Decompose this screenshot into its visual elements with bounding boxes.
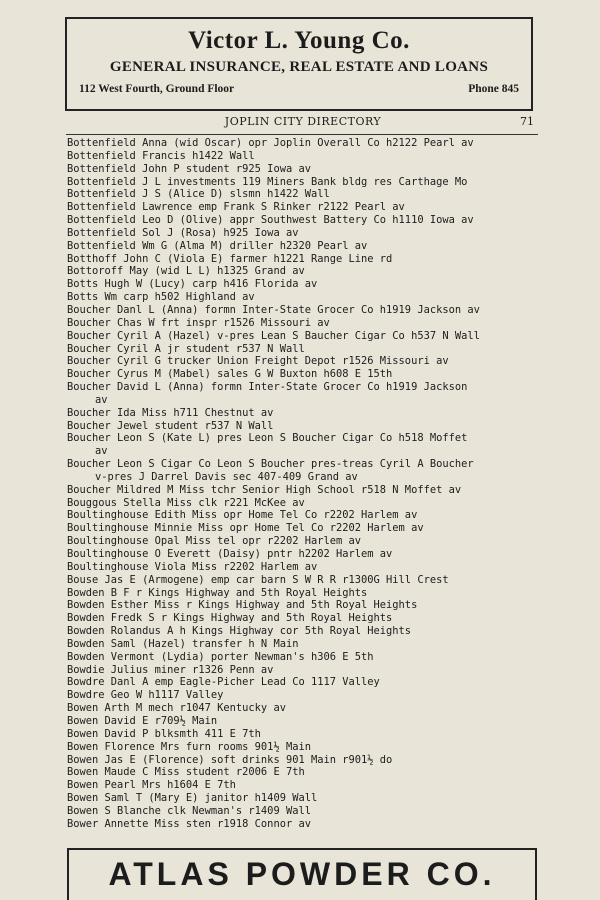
entry-text: Boucher Cyril A jr student r537 N Wall bbox=[67, 342, 305, 355]
directory-entry bbox=[67, 779, 537, 792]
entry-text: Bowen Maude C Miss student r2006 E 7th bbox=[67, 766, 305, 779]
entry-text: Boucher Cyril G trucker Union Freight Depot r1526 Missouri av bbox=[67, 355, 449, 368]
directory-entry bbox=[67, 291, 537, 304]
advertiser-address: 112 West Fourth, Ground Floor bbox=[79, 83, 235, 95]
directory-entry bbox=[67, 214, 537, 227]
directory-entry bbox=[67, 188, 537, 201]
entry-continuation: av bbox=[95, 445, 108, 458]
entry-continuation: av bbox=[95, 393, 108, 406]
entry-text: Bottenfield Francis h1422 Wall bbox=[67, 149, 255, 162]
entry-text: Boultinghouse Minnie Miss opr Home Tel Co r2202 Harlem av bbox=[67, 522, 424, 535]
directory-entry bbox=[67, 330, 537, 343]
directory-entry bbox=[67, 702, 537, 715]
entry-text: Boucher Cyril A (Hazel) v-pres Lean S Baucher Cigar Co h537 N Wall bbox=[67, 329, 480, 342]
entry-text: Boucher Cyrus M (Mabel) sales G W Buxton h608 E 15th bbox=[67, 368, 393, 381]
directory-entry bbox=[67, 484, 537, 497]
advertiser-name: Victor L. Young Co. bbox=[188, 27, 410, 54]
directory-entry bbox=[67, 420, 537, 433]
entry-text: Bowen David E r709½ Main bbox=[67, 714, 218, 727]
insurance-advertisement bbox=[65, 17, 533, 111]
directory-entry bbox=[67, 599, 537, 612]
entry-text: Boucher Leon S (Kate L) pres Leon S Boucher Cigar Co h518 Moffet bbox=[67, 432, 468, 445]
directory-entry bbox=[67, 265, 537, 278]
directory-entry bbox=[67, 728, 537, 741]
directory-entry bbox=[67, 150, 537, 163]
directory-entry bbox=[67, 304, 537, 317]
directory-entry bbox=[67, 509, 537, 522]
entry-text: Bottoroff May (wid L L) h1325 Grand av bbox=[67, 265, 305, 278]
entry-text: Bowen Saml T (Mary E) janitor h1409 Wall bbox=[67, 792, 318, 805]
directory-entry bbox=[67, 163, 537, 176]
entry-text: Bottenfield Lawrence emp Frank S Rinker r2122 Pearl av bbox=[67, 201, 405, 214]
entry-text: Bottenfield Sol J (Rosa) h925 Iowa av bbox=[67, 226, 299, 239]
advertiser-phone: Phone 845 bbox=[468, 83, 519, 95]
advertiser-name-bottom: ATLAS POWDER CO. bbox=[108, 856, 496, 892]
header-divider bbox=[66, 134, 538, 135]
entry-text: Botts Hugh W (Lucy) carp h416 Florida av bbox=[67, 278, 318, 291]
entry-text: Bowdre Geo W h1117 Valley bbox=[67, 689, 224, 702]
entry-text: Bowden Vermont (Lydia) porter Newman's h306 E 5th bbox=[67, 650, 374, 663]
entry-text: Boucher Leon S Cigar Co Leon S Boucher pres-treas Cyril A Boucher bbox=[67, 458, 474, 471]
directory-entry bbox=[67, 664, 537, 677]
entry-text: Bottenfield Wm G (Alma M) driller h2320 Pearl av bbox=[67, 239, 368, 252]
directory-entry bbox=[67, 638, 537, 651]
directory-entry bbox=[67, 278, 537, 291]
directory-entry bbox=[67, 240, 537, 253]
directory-entry bbox=[67, 818, 537, 831]
entry-text: Boultinghouse Edith Miss opr Home Tel Co r2202 Harlem av bbox=[67, 509, 418, 522]
entry-text: Bowden B F r Kings Highway and 5th Royal Heights bbox=[67, 586, 368, 599]
entry-text: Bottenfield J S (Alice D) slsmn h1422 Wall bbox=[67, 188, 330, 201]
directory-entry bbox=[67, 548, 537, 561]
page-header bbox=[68, 115, 538, 133]
directory-entry bbox=[67, 227, 537, 240]
advertiser-contact-row bbox=[67, 83, 531, 95]
directory-entry bbox=[67, 676, 537, 689]
entry-text: Boultinghouse O Everett (Daisy) pntr h2202 Harlem av bbox=[67, 548, 393, 560]
entry-text: Boucher Danl L (Anna) formn Inter-State Grocer Co h1919 Jackson av bbox=[67, 303, 480, 316]
entry-text: Bower Annette Miss sten r1918 Connor av bbox=[67, 817, 311, 830]
directory-entry bbox=[67, 497, 537, 510]
directory-entry bbox=[67, 343, 537, 356]
directory-entry bbox=[67, 651, 537, 664]
directory-entry bbox=[67, 176, 537, 189]
directory-listings bbox=[67, 137, 537, 831]
directory-entry bbox=[67, 574, 537, 587]
entry-text: Boucher Jewel student r537 N Wall bbox=[67, 419, 274, 432]
directory-entry bbox=[67, 407, 537, 420]
entry-text: Bowdre Danl A emp Eagle-Picher Lead Co 1117 Valley bbox=[67, 676, 380, 689]
entry-text: Bowen S Blanche clk Newman's r1409 Wall bbox=[67, 804, 311, 817]
directory-entry bbox=[67, 754, 537, 767]
directory-entry bbox=[67, 587, 537, 600]
directory-entry bbox=[67, 201, 537, 214]
directory-entry bbox=[67, 561, 537, 574]
directory-entry bbox=[67, 535, 537, 548]
entry-text: Bowen Arth M mech r1047 Kentucky av bbox=[67, 702, 286, 715]
directory-entry bbox=[67, 805, 537, 818]
entry-text: Boucher Ida Miss h711 Chestnut av bbox=[67, 406, 274, 419]
entry-text: Bowden Esther Miss r Kings Highway and 5th Royal Heights bbox=[67, 599, 418, 612]
entry-text: Bottenfield Leo D (Olive) appr Southwest Battery Co h1110 Iowa av bbox=[67, 214, 474, 227]
entry-text: Bottenfield J L investments 119 Miners Bank bldg res Carthage Mo bbox=[67, 175, 468, 188]
entry-text: Boucher Chas W frt inspr r1526 Missouri av bbox=[67, 316, 330, 329]
directory-entry bbox=[67, 381, 537, 407]
entry-text: Bowen Florence Mrs furn rooms 901½ Main bbox=[67, 740, 311, 753]
advertiser-services: GENERAL INSURANCE, REAL ESTATE AND LOANS bbox=[109, 59, 489, 75]
entry-continuation: v-pres J Darrel Davis sec 407-409 Grand av bbox=[95, 470, 358, 483]
entry-text: Botthoff John C (Viola E) farmer h1221 Range Line rd bbox=[67, 252, 393, 265]
directory-entry bbox=[67, 689, 537, 702]
directory-entry bbox=[67, 253, 537, 266]
directory-entry bbox=[67, 612, 537, 625]
entry-text: Bowden Fredk S r Kings Highway and 5th Royal Heights bbox=[67, 612, 393, 625]
entry-text: Boultinghouse Viola Miss r2202 Harlem av bbox=[67, 560, 318, 573]
entry-text: Bowen Jas E (Florence) soft drinks 901 Main r901½ do bbox=[67, 753, 393, 766]
entry-text: Bowden Saml (Hazel) transfer h N Main bbox=[67, 637, 299, 650]
entry-text: Bottenfield Anna (wid Oscar) opr Joplin Overall Co h2122 Pearl av bbox=[67, 137, 474, 149]
entry-text: Boucher Mildred M Miss tchr Senior High School r518 N Moffet av bbox=[67, 483, 462, 496]
entry-text: Bowen Pearl Mrs h1604 E 7th bbox=[67, 779, 236, 792]
directory-entry bbox=[67, 317, 537, 330]
directory-entry bbox=[67, 458, 537, 484]
directory-entry bbox=[67, 432, 537, 458]
directory-title: JOPLIN CITY DIRECTORY bbox=[224, 115, 382, 128]
directory-entry bbox=[67, 137, 537, 150]
entry-text: Botts Wm carp h502 Highland av bbox=[67, 291, 255, 304]
directory-entry bbox=[67, 625, 537, 638]
directory-entry bbox=[67, 355, 537, 368]
entry-text: Boucher David L (Anna) formn Inter-State Grocer Co h1919 Jackson bbox=[67, 381, 468, 394]
page-number: 71 bbox=[520, 115, 534, 128]
entry-text: Bouggous Stella Miss clk r221 McKee av bbox=[67, 496, 305, 509]
directory-entry bbox=[67, 741, 537, 754]
entry-text: Bouse Jas E (Armogene) emp car barn S W R R r1300G Hill Crest bbox=[67, 573, 449, 586]
directory-entry bbox=[67, 368, 537, 381]
directory-entry bbox=[67, 792, 537, 805]
entry-text: Bowden Rolandus A h Kings Highway cor 5th Royal Heights bbox=[67, 625, 412, 638]
directory-entry bbox=[67, 522, 537, 535]
entry-text: Bottenfield John P student r925 Iowa av bbox=[67, 162, 311, 175]
powder-advertisement bbox=[67, 848, 537, 900]
entry-text: Boultinghouse Opal Miss tel opr r2202 Harlem av bbox=[67, 535, 362, 548]
entry-text: Bowdie Julius miner r1326 Penn av bbox=[67, 663, 274, 676]
entry-text: Bowen David P blksmth 411 E 7th bbox=[67, 727, 261, 740]
directory-entry bbox=[67, 766, 537, 779]
directory-entry bbox=[67, 715, 537, 728]
